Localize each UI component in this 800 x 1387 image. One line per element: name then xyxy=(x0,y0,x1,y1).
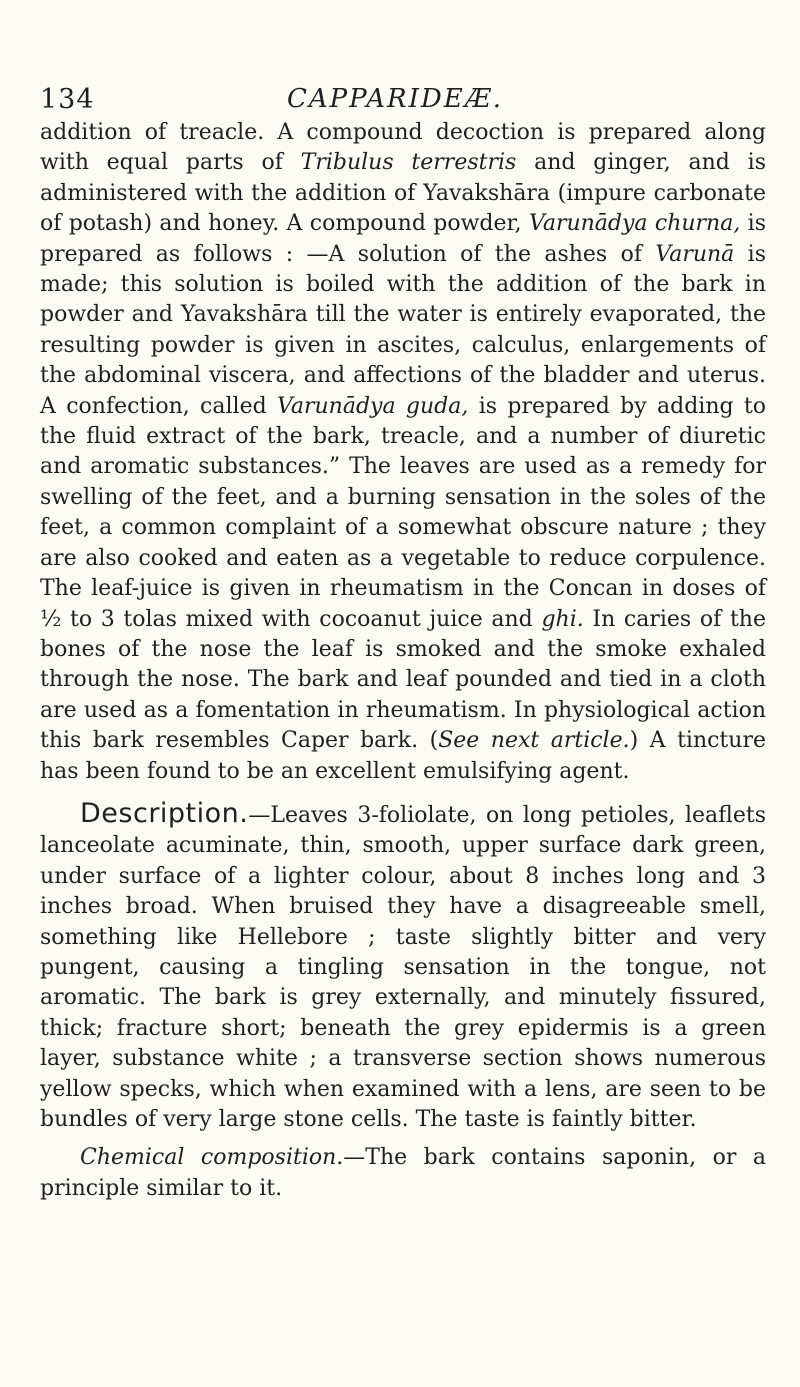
section-heading-description: Description. xyxy=(80,797,249,829)
italic-term: Varunā xyxy=(655,241,735,267)
body-text xyxy=(40,118,766,1204)
text-run: addition of treacle. A compound decoction is prepared along with equal parts of xyxy=(40,120,766,176)
running-head: CAPPARIDEÆ. xyxy=(287,84,504,114)
italic-heading-chemical-composition: Chemical composition. xyxy=(80,1145,344,1171)
text-run: In caries of the bones of the nose the leaf is smoked and the smoke exhaled through the nose. The bark and leaf pounded and tied in a cloth are used as a fomentation in rheumatism. In physiological action this bark resembles Caper bark. ( xyxy=(40,606,766,754)
text-run: is prepared as follows : —A solution of the ashes of xyxy=(40,211,766,267)
paragraph-chemical-composition xyxy=(40,1143,766,1204)
italic-term: See next article. xyxy=(438,728,630,754)
italic-term: Tribulus terrestris xyxy=(300,150,517,176)
text-run: is made; this solution is boiled with the addition of the bark in powder and Yavakshāra till the water is entirely evaporated, the resulting powder is given in ascites, calculus, enlargements of the abdominal viscera, and affections of the bladder and uterus. A confection, called xyxy=(40,241,767,419)
italic-term: Varunādya guda, xyxy=(277,393,469,419)
text-run: ) A tincture has been found to be an excellent emulsifying agent. xyxy=(40,728,766,784)
paragraph-description xyxy=(40,799,766,1135)
text-run: is prepared by adding to the fluid extract of the bark, treacle, and a number of diuretic and aromatic substances.” The leaves are used as a remedy for swelling of the feet, and a burning sensation in the soles of the feet, a common complaint of a somewhat obscure nature ; they are also cooked and eaten as a vegetable to reduce corpulence. The leaf-juice is given in rheumatism in the Concan in doses of ½ to 3 tolas mixed with cocoanut juice and xyxy=(40,393,766,632)
page-number: 134 xyxy=(40,84,95,115)
text-run: —The bark contains saponin, or a principle similar to it. xyxy=(40,1145,766,1201)
italic-term: ghi. xyxy=(541,606,584,632)
italic-term: Varunādya churna, xyxy=(528,211,741,237)
text-run: —Leaves 3-foliolate, on long petioles, leaflets lanceolate acuminate, thin, smooth, upper surface dark green, under surface of a lighter colour, about 8 inches long and 3 inches broad. When bruised they have a disagreeable smell, something like Hellebore ; taste slightly bitter and very pungent, causing a tingling sensation in the tongue, not aromatic. The bark is grey externally, and minutely fissured, thick; fracture short; beneath the grey epidermis is a green layer, substance white ; a transverse section shows numerous yellow specks, which when examined with a lens, are seen to be bundles of very large stone cells. The taste is faintly bitter. xyxy=(40,802,766,1132)
text-run: and ginger, and is administered with the addition of Yavakshāra (impure carbonate of potash) and honey. A compound powder, xyxy=(40,150,766,237)
paragraph-treacle-preparations xyxy=(40,118,766,787)
